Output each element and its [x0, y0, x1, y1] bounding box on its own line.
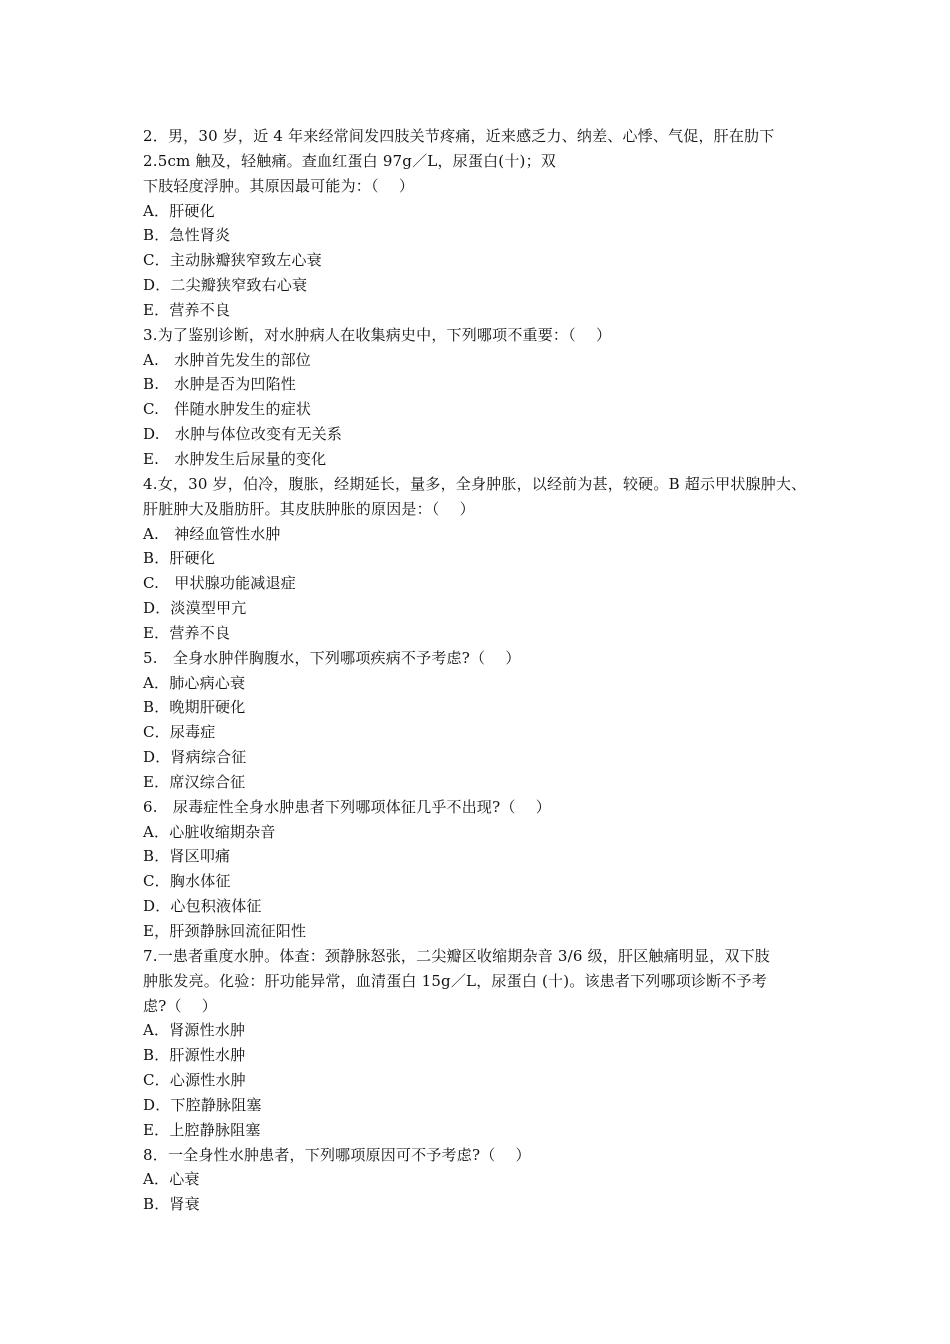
question-3-option-c: C. 伴随水肿发生的症状: [143, 400, 312, 419]
question-3-option-a: A. 水肿首先发生的部位: [143, 350, 312, 369]
question-7-option-d: D．下腔静脉阻塞: [143, 1095, 262, 1114]
question-4-option-c: C. 甲状腺功能减退症: [143, 574, 296, 593]
question-7-stem-line-1: 7.一患者重度水肿。体查：颈静脉怒张，二尖瓣区收缩期杂音 3/6 级，肝区触痛明显，双下肢: [143, 946, 770, 965]
question-4-option-d: D．淡漠型甲亢: [143, 599, 247, 618]
question-3-option-d: D. 水肿与体位改变有无关系: [143, 425, 343, 444]
question-8-stem-line-1: 8．一全身性水肿患者，下列哪项原因可不予考虑?（ ）: [143, 1145, 531, 1164]
question-5-option-c: C．尿毒症: [143, 723, 216, 742]
question-3-option-e: E. 水肿发生后尿量的变化: [143, 449, 327, 468]
question-6: [143, 795, 813, 944]
question-2-option-b: B．急性肾炎: [143, 226, 231, 245]
question-6-option-c: C．胸水体征: [143, 872, 231, 891]
question-6-stem-line-1: 6. 尿毒症性全身水肿患者下列哪项体征几乎不出现?（ ）: [143, 797, 551, 816]
question-2-stem-line-2: 2.5cm 触及，轻触痛。查血红蛋白 97g／L，尿蛋白(十)；双: [143, 151, 556, 170]
question-4-option-b: B．肝硬化: [143, 549, 216, 568]
question-6-option-a: A．心脏收缩期杂音: [143, 822, 276, 841]
question-3: [143, 323, 813, 472]
question-7-stem-line-2: 肿胀发亮。化验：肝功能异常，血清蛋白 15g／L，尿蛋白 (十)。该患者下列哪项诊断不予考: [143, 971, 767, 990]
question-3-stem-line-1: 3.为了鉴别诊断，对水肿病人在收集病史中，下列哪项不重要：（ ）: [143, 325, 612, 344]
question-2-option-c: C．主动脉瓣狭窄致左心衰: [143, 251, 322, 270]
question-7-option-e: E．上腔静脉阻塞: [143, 1120, 261, 1139]
question-6-option-b: B．肾区叩痛: [143, 847, 231, 866]
question-8-option-a: A．心衰: [143, 1170, 200, 1189]
question-7-option-b: B．肝源性水肿: [143, 1046, 246, 1065]
question-5-option-d: D．肾病综合征: [143, 748, 247, 767]
question-5-option-b: B．晚期肝硬化: [143, 698, 246, 717]
question-7-option-a: A．肾源性水肿: [143, 1021, 246, 1040]
question-2-option-a: A．肝硬化: [143, 201, 215, 220]
question-8: [143, 1143, 813, 1218]
question-6-option-d: D．心包积液体征: [143, 897, 262, 916]
question-7-option-c: C．心源性水肿: [143, 1071, 246, 1090]
question-5-stem-line-1: 5. 全身水肿伴胸腹水，下列哪项疾病不予考虑?（ ）: [143, 648, 521, 667]
question-3-option-b: B. 水肿是否为凹陷性: [143, 375, 296, 394]
question-5-option-e: E．席汉综合征: [143, 772, 246, 791]
question-7: [143, 944, 813, 1143]
question-4-option-a: A. 神经血管性水肿: [143, 524, 281, 543]
question-4-stem-line-2: 肝脏肿大及脂肪肝。其皮肤肿胀的原因是：（ ）: [143, 499, 475, 518]
question-5-option-a: A．肺心病心衰: [143, 673, 246, 692]
question-7-stem-line-3: 虑?（ ）: [143, 996, 218, 1015]
question-4-stem-line-1: 4.女，30 岁，伯冷，腹胀，经期延长，量多，全身肿胀，以经前为甚，较硬。B 超示甲状腺肿大、: [143, 474, 807, 493]
question-4: [143, 472, 813, 646]
question-5: [143, 646, 813, 795]
question-2-option-d: D．二尖瓣狭窄致右心衰: [143, 276, 308, 295]
question-8-option-b: B．肾衰: [143, 1195, 200, 1214]
question-2-stem-line-1: 2．男，30 岁，近 4 年来经常间发四肢关节疼痛，近来感乏力、纳差、心悸、气促，肝在肋下: [143, 127, 775, 145]
question-2-stem-line-3: 下肢轻度浮肿。其原因最可能为：（ ）: [143, 176, 415, 195]
question-4-option-e: E．营养不良: [143, 623, 231, 642]
question-6-option-e: E，肝颈静脉回流征阳性: [143, 922, 307, 940]
question-list: [143, 124, 813, 1217]
question-2-option-e: E．营养不良: [143, 300, 231, 319]
question-2: [143, 124, 813, 323]
